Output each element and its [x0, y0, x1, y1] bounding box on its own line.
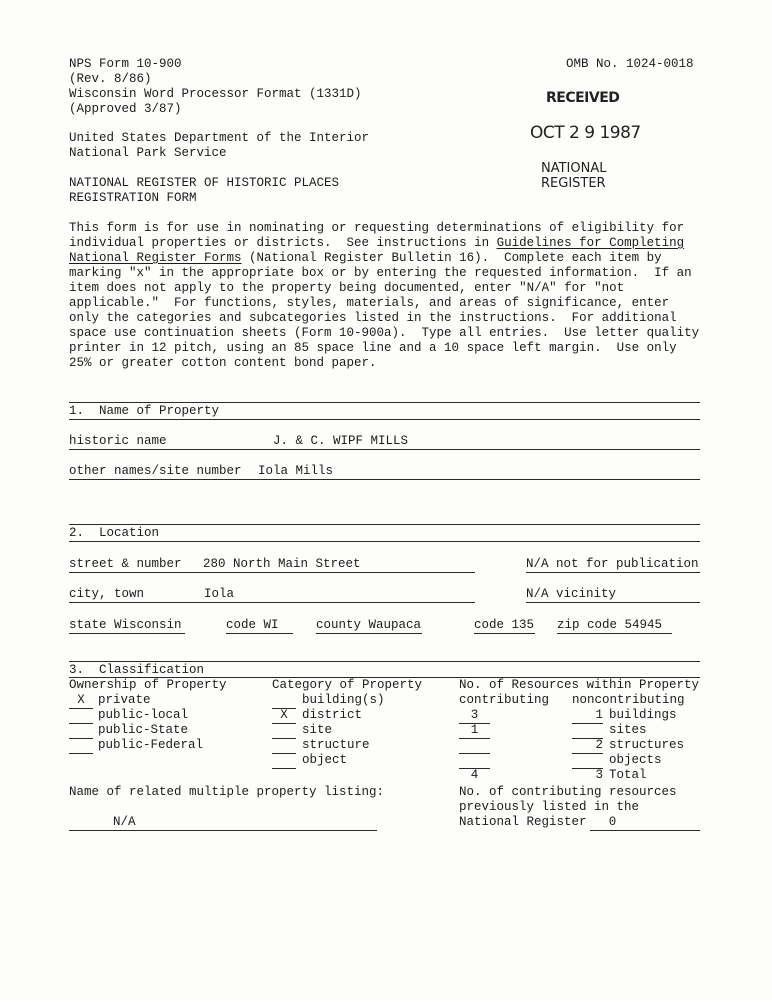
category-title: Category of Property	[272, 678, 423, 692]
department-name: United States Department of the Interior	[69, 131, 370, 145]
ownership-option: public-local	[98, 708, 189, 722]
previously-listed-label: previously listed in the	[459, 800, 640, 814]
checkbox-line	[69, 753, 93, 754]
street-label: street & number	[69, 557, 182, 571]
guidelines-reference-cont: National Register Forms	[69, 251, 242, 265]
noncontributing-count[interactable]: 1	[595, 708, 603, 722]
field-underline	[590, 830, 700, 831]
count-line	[572, 753, 603, 754]
noncontributing-header: noncontributing	[572, 693, 685, 707]
vicinity[interactable]: N/A vicinity	[526, 587, 617, 601]
city-value[interactable]: Iola	[204, 587, 235, 601]
category-option: structure	[302, 738, 370, 752]
field-underline	[226, 633, 293, 634]
state-code-field[interactable]: code WI	[226, 618, 279, 632]
field-underline	[69, 572, 475, 573]
field-underline	[474, 633, 535, 634]
checkbox-line	[272, 738, 296, 739]
section-divider	[69, 541, 700, 542]
form-number: NPS Form 10-900	[69, 57, 182, 71]
count-line	[459, 753, 490, 754]
state-field[interactable]: state Wisconsin	[69, 618, 182, 632]
stamp-register: REGISTER	[541, 176, 606, 191]
instructions-line: only the categories and subcategories listed in the instructions. For additional	[69, 311, 677, 325]
category-option: site	[302, 723, 333, 737]
checkbox-line	[272, 753, 296, 754]
historic-name-label: historic name	[69, 434, 167, 448]
instructions-line: National Register Forms (National Register Bulletin 16). Complete each item by	[69, 251, 662, 265]
other-names-label: other names/site number	[69, 464, 242, 478]
multiple-listing-value[interactable]: N/A	[113, 815, 136, 829]
field-underline	[557, 633, 672, 634]
street-value[interactable]: 280 North Main Street	[203, 557, 361, 571]
resource-type: sites	[609, 723, 647, 737]
guidelines-reference: Guidelines for Completing	[496, 236, 685, 250]
service-name: National Park Service	[69, 146, 227, 160]
resource-type: buildings	[609, 708, 677, 722]
field-underline	[69, 479, 700, 480]
resources-title: No. of Resources within Property	[459, 678, 700, 692]
instructions-line: 25% or greater cotton content bond paper.	[69, 356, 377, 370]
instructions-line: item does not apply to the property being documented, enter "N/A" for "not	[69, 281, 625, 295]
previously-listed-value[interactable]: 0	[608, 815, 617, 829]
category-option: object	[302, 753, 348, 767]
register-title: NATIONAL REGISTER OF HISTORIC PLACES	[69, 176, 340, 190]
contributing-header: contributing	[459, 693, 550, 707]
field-underline	[69, 449, 700, 450]
checkbox-line	[272, 768, 296, 769]
omb-number: OMB No. 1024-0018	[566, 57, 694, 71]
not-for-publication[interactable]: N/A not for publication	[526, 557, 699, 571]
ownership-checkbox[interactable]: X	[77, 693, 85, 707]
section1-heading: 1. Name of Property	[69, 404, 220, 418]
ownership-option: private	[98, 693, 151, 707]
count-line	[459, 738, 490, 739]
section2-heading: 2. Location	[69, 526, 160, 540]
county-field[interactable]: county Waupaca	[316, 618, 422, 632]
resource-type: structures	[609, 738, 685, 752]
instructions-line: printer in 12 pitch, using an 85 space line and a 10 space left margin. Use only	[69, 341, 677, 355]
received-date-stamp: OCT 2 9 1987	[530, 123, 641, 143]
checkbox-line	[69, 738, 93, 739]
instructions-line: marking "x" in the appropriate box or by entering the requested information. If an	[69, 266, 692, 280]
resource-type: Total	[609, 768, 647, 782]
historic-name-value[interactable]: J. & C. WIPF MILLS	[273, 434, 409, 448]
category-checkbox[interactable]: X	[280, 708, 288, 722]
zip-code-field[interactable]: zip code 54945	[557, 618, 663, 632]
form-revision: (Rev. 8/86)	[69, 72, 152, 86]
field-underline	[526, 572, 700, 573]
previously-listed-label: No. of contributing resources	[459, 785, 677, 799]
section-divider	[69, 419, 700, 420]
field-underline	[526, 602, 700, 603]
contributing-count[interactable]: 1	[470, 723, 479, 737]
contributing-count[interactable]: 3	[470, 708, 479, 722]
count-line	[572, 723, 603, 724]
received-stamp: RECEIVED	[546, 90, 620, 106]
section-divider	[69, 524, 700, 525]
previously-listed-label: National Register	[459, 815, 587, 829]
county-code-field[interactable]: code 135	[474, 618, 535, 632]
checkbox-line	[69, 723, 93, 724]
field-underline	[69, 602, 475, 603]
ownership-title: Ownership of Property	[69, 678, 227, 692]
stamp-national: NATIONAL	[541, 161, 607, 176]
field-underline	[69, 633, 185, 634]
resource-type: objects	[609, 753, 662, 767]
multiple-listing-label: Name of related multiple property listing:	[69, 785, 385, 799]
category-option: district	[302, 708, 363, 722]
field-underline	[316, 633, 422, 634]
contributing-total[interactable]: 4	[470, 768, 479, 782]
instructions-line: individual properties or districts. See instructions in Guidelines for Completing	[69, 236, 685, 250]
form-title: REGISTRATION FORM	[69, 191, 197, 205]
city-label: city, town	[69, 587, 145, 601]
section3-heading: 3. Classification	[69, 663, 205, 677]
ownership-option: public-State	[98, 723, 189, 737]
instructions-line: space use continuation sheets (Form 10-900a). Type all entries. Use letter quality	[69, 326, 700, 340]
form-format: Wisconsin Word Processor Format (1331D)	[69, 87, 362, 101]
instructions-line: applicable." For functions, styles, materials, and areas of significance, enter	[69, 296, 670, 310]
checkbox-line	[69, 708, 93, 709]
checkbox-line	[272, 723, 296, 724]
noncontributing-count[interactable]: 2	[595, 738, 603, 752]
field-underline	[69, 830, 377, 831]
ownership-option: public-Federal	[98, 738, 204, 752]
instructions-line: This form is for use in nominating or requesting determinations of eligibility for	[69, 221, 685, 235]
other-names-value[interactable]: Iola Mills	[258, 464, 334, 478]
category-option: building(s)	[302, 693, 385, 707]
noncontributing-total[interactable]: 3	[595, 768, 603, 782]
form-approved: (Approved 3/87)	[69, 102, 182, 116]
